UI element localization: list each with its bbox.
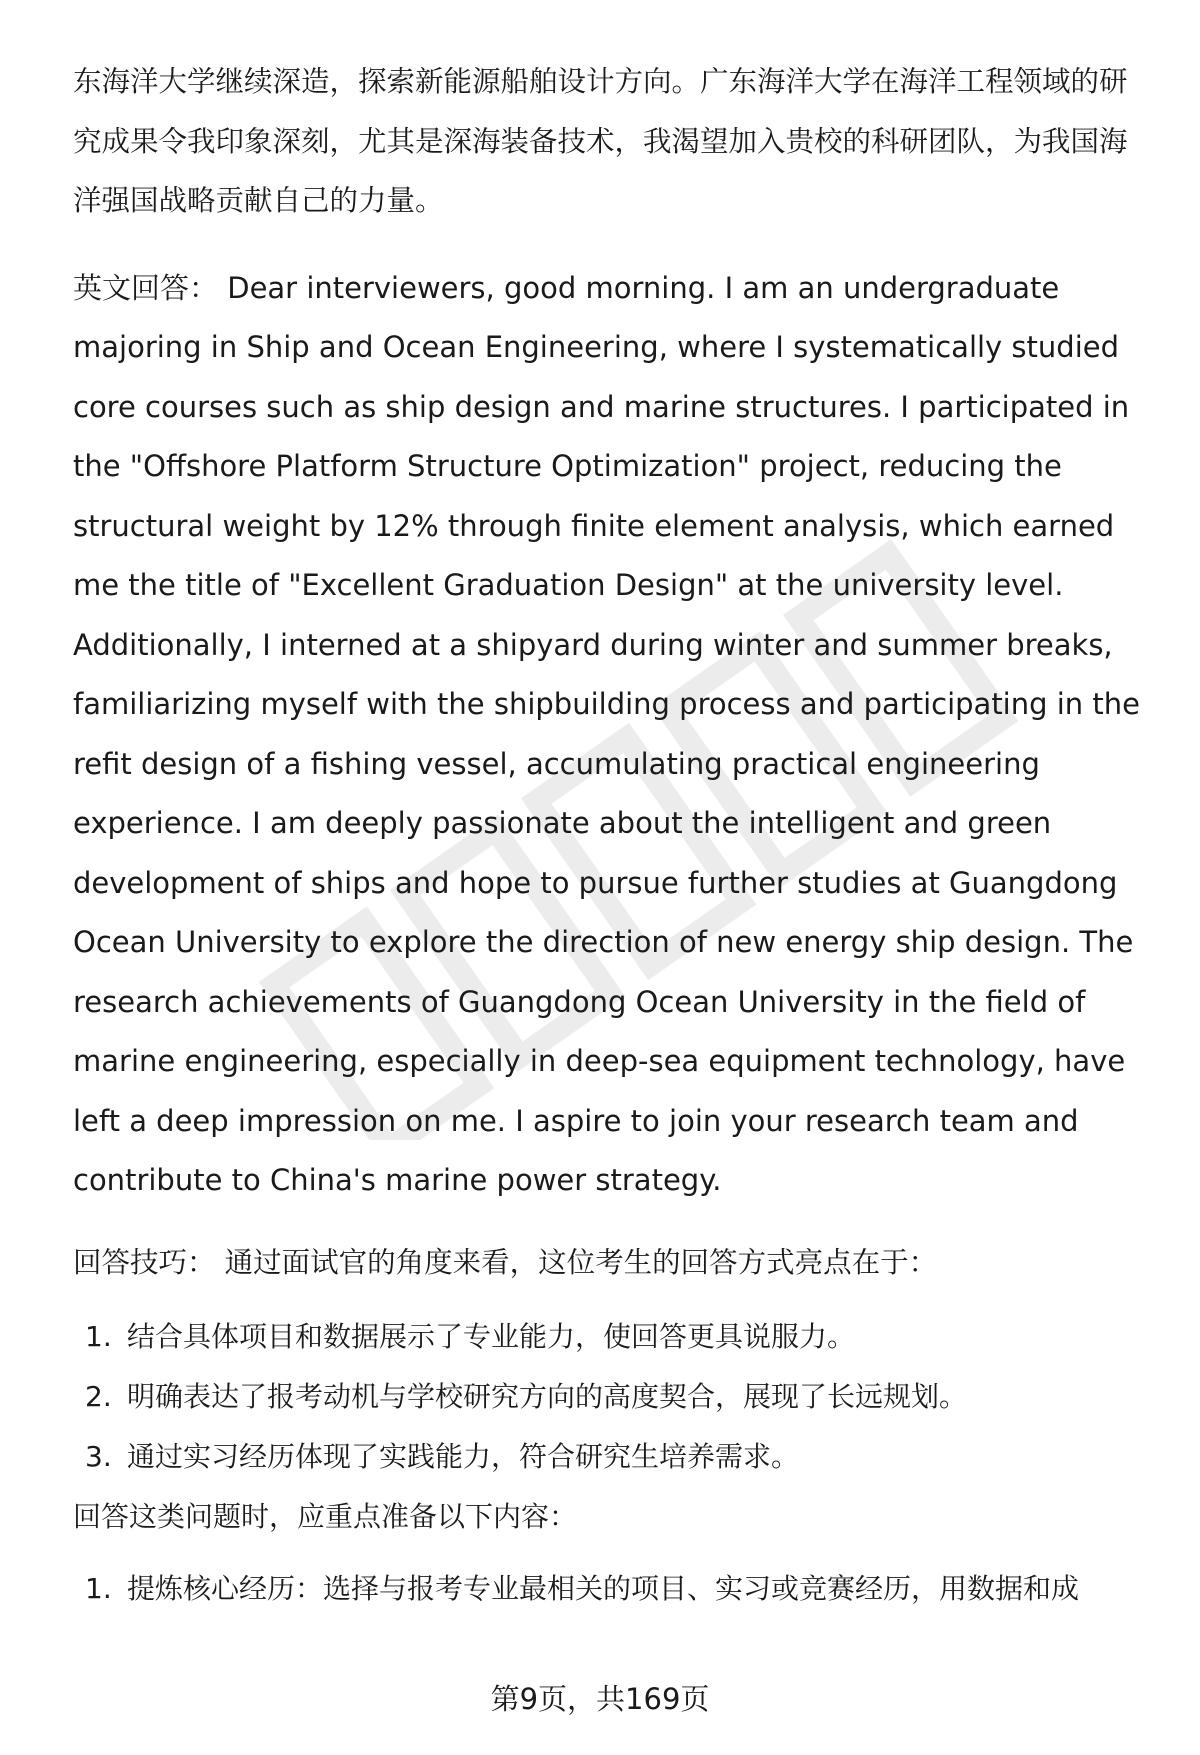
- list-item-text: 结合具体项目和数据展示了专业能力，使回答更具说服力。: [127, 1320, 856, 1353]
- list-item: [73, 1574, 1153, 1604]
- prepare-heading: 回答这类问题时，应重点准备以下内容：: [73, 1500, 578, 1533]
- tips-heading: [73, 1233, 1153, 1293]
- list-item: [73, 1442, 1153, 1472]
- tips-intro: 通过面试官的角度来看，这位考生的回答方式亮点在于：: [224, 1245, 938, 1279]
- tips-list: [73, 1322, 1153, 1472]
- list-item: [73, 1382, 1153, 1412]
- english-answer: [73, 259, 1153, 1211]
- document-page: [73, 52, 1153, 1634]
- english-answer-label: 英文回答：: [73, 270, 219, 305]
- english-answer-text: Dear interviewers, good morning. I am an undergraduate majoring in Ship and Ocean Engineering, where I systematically studied core courses such as ship design and marine structures. I participated in the "Offshore Platform Structure Optimization" project, reducing the structural weight by 12% through finite element analysis, which earned me the title of "Excellent Graduation Design" at the university level. Additionally, I interned at a shipyard during winter and summer breaks, familiarizing myself with the shipbuilding process and participating in the refit design of a fishing vessel, accumulating practical engineering experience. I am deeply passionate about the intelligent and green development of ships and hope to pursue further studies at Guangdong Ocean University to explore the direction of new energy ship design. The research achievements of Guangdong Ocean University in the field of marine engineering, especially in deep-sea equipment technology, have left a deep impression on me. I aspire to join your research team and contribute to China's marine power strategy.: [73, 270, 1140, 1197]
- list-item-text: 通过实习经历体现了实践能力，符合研究生培养需求。: [127, 1440, 800, 1473]
- chinese-answer-tail: 东海洋大学继续深造，探索新能源船舶设计方向。广东海洋大学在海洋工程领域的研究成果令我印象深刻，尤其是深海装备技术，我渴望加入贵校的科研团队，为我国海洋强国战略贡献自己的力量。: [73, 65, 1128, 217]
- list-item-number: 1.: [85, 1320, 112, 1353]
- list-item-text: 明确表达了报考动机与学校研究方向的高度契合，展现了长远规划。: [127, 1380, 968, 1413]
- list-item: [73, 1322, 1153, 1352]
- prepare-list: [73, 1574, 1153, 1604]
- tips-label: 回答技巧：: [73, 1245, 216, 1279]
- list-item-number: 3.: [85, 1440, 112, 1473]
- list-item-number: 1.: [85, 1572, 112, 1605]
- list-item-number: 2.: [85, 1380, 112, 1413]
- list-item-text: 提炼核心经历：选择与报考专业最相关的项目、实习或竞赛经历，用数据和成: [127, 1572, 1080, 1605]
- page-footer: 第9页，共169页: [490, 1682, 710, 1716]
